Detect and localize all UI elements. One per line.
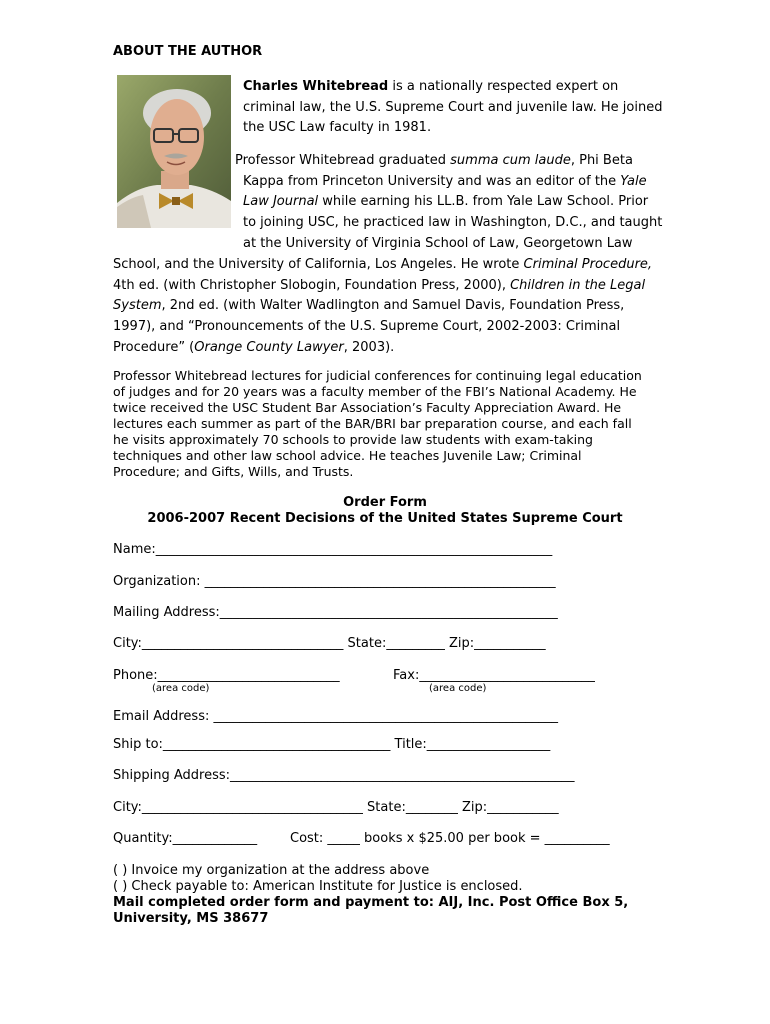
bio-line-10 — [113, 276, 645, 297]
bio-line-1 — [243, 77, 618, 98]
name-field[interactable]: Name:_____________________________________________________________ — [113, 542, 553, 557]
organization-field[interactable]: Organization: ______________________________________________________ — [113, 574, 556, 589]
bio-line-13 — [113, 338, 394, 359]
author-name: Charles Whitebread — [243, 79, 389, 94]
phone-field[interactable]: Phone:____________________________ — [113, 668, 340, 683]
bio-text: , Phi Beta — [570, 153, 633, 168]
bio-italic: Criminal Procedure, — [523, 257, 653, 272]
lecture-line-1: Professor Whitebread lectures for judicial conferences for continuing legal education — [113, 368, 642, 383]
city-state-zip-field[interactable]: City:_______________________________ State:_________ Zip:___________ — [113, 636, 546, 651]
bio-italic: System — [113, 298, 162, 313]
email-field[interactable]: Email Address: _____________________________________________________ — [113, 709, 558, 724]
lecture-line-4: lectures each summer as part of the BAR/BRI bar preparation course, and each fall — [113, 416, 632, 431]
bio-line-3: the USC Law faculty in 1981. — [243, 120, 432, 135]
lecture-line-6: techniques and other law school advice. He teaches Juvenile Law; Criminal — [113, 448, 582, 463]
invoice-option[interactable]: ( ) Invoice my organization at the address above — [113, 863, 430, 878]
bio-line-11 — [113, 296, 624, 317]
bio-text: Procedure” ( — [113, 340, 195, 355]
bio-line-7: to joining USC, he practiced law in Washington, D.C., and taught — [243, 215, 663, 230]
bio-line-4 — [235, 151, 633, 172]
bio-text: Kappa from Princeton University and was an editor of the — [243, 174, 621, 189]
bio-line-5 — [243, 172, 647, 193]
bio-text: , 2003). — [343, 340, 395, 355]
bio-line-2: criminal law, the U.S. Supreme Court and juvenile law. He joined — [243, 100, 663, 115]
mailing-address-field[interactable]: Mailing Address:____________________________________________________ — [113, 605, 558, 620]
author-photo — [117, 75, 231, 228]
ship-to-title-field[interactable]: Ship to:___________________________________ Title:___________________ — [113, 737, 551, 752]
shipping-city-state-zip-field[interactable]: City:__________________________________ State:________ Zip:___________ — [113, 800, 559, 815]
bio-italic: Law Journal — [243, 194, 319, 209]
fax-field[interactable]: Fax:___________________________ — [393, 668, 595, 683]
bio-line-6 — [243, 192, 648, 213]
cost-field[interactable]: Cost: _____ books x $25.00 per book = __________ — [290, 831, 610, 846]
fax-area-code-hint: (area code) — [429, 683, 487, 694]
bio-italic: Orange County Lawyer — [194, 340, 344, 355]
order-form-subtitle: 2006-2007 Recent Decisions of the United States Supreme Court — [147, 511, 623, 526]
bio-line-12: 1997), and “Pronouncements of the U.S. Supreme Court, 2002-2003: Criminal — [113, 319, 621, 334]
check-option[interactable]: ( ) Check payable to: American Institute for Justice is enclosed. — [113, 879, 523, 894]
lecture-line-3: twice received the USC Student Bar Association’s Faculty Appreciation Award. He — [113, 400, 622, 415]
mailing-instructions-line-2: University, MS 38677 — [113, 911, 269, 926]
bio-text: , 2nd ed. (with Walter Wadlington and Samuel Davis, Foundation Press, — [161, 298, 625, 313]
author-portrait-image — [117, 75, 231, 228]
mailing-instructions-line-1: Mail completed order form and payment to: AIJ, Inc. Post Office Box 5, — [113, 895, 629, 910]
lecture-line-2: of judges and for 20 years was a faculty member of the FBI’s National Academy. He — [113, 384, 637, 399]
bio-line-9 — [113, 255, 652, 276]
bio-text: is a nationally respected expert on — [388, 79, 619, 94]
about-heading: ABOUT THE AUTHOR — [113, 44, 263, 59]
bio-italic: Children in the Legal — [510, 278, 646, 293]
bio-text: School, and the University of California, Los Angeles. He wrote — [113, 257, 524, 272]
order-form-title: Order Form — [343, 495, 427, 510]
phone-area-code-hint: (area code) — [152, 683, 210, 694]
bio-text: 4th ed. (with Christopher Slobogin, Foundation Press, 2000), — [113, 278, 511, 293]
lecture-line-5: he visits approximately 70 schools to provide law students with exam-taking — [113, 432, 593, 447]
lecture-line-7: Procedure; and Gifts, Wills, and Trusts. — [113, 464, 354, 479]
bio-italic: summa cum laude — [450, 153, 571, 168]
shipping-address-field[interactable]: Shipping Address:_____________________________________________________ — [113, 768, 575, 783]
bio-text: Professor Whitebread graduated — [235, 153, 451, 168]
bio-text: while earning his LL.B. from Yale Law School. Prior — [318, 194, 649, 209]
bio-italic: Yale — [620, 174, 647, 189]
quantity-field[interactable]: Quantity:_____________ — [113, 831, 258, 846]
bio-line-8: at the University of Virginia School of Law, Georgetown Law — [243, 236, 633, 251]
